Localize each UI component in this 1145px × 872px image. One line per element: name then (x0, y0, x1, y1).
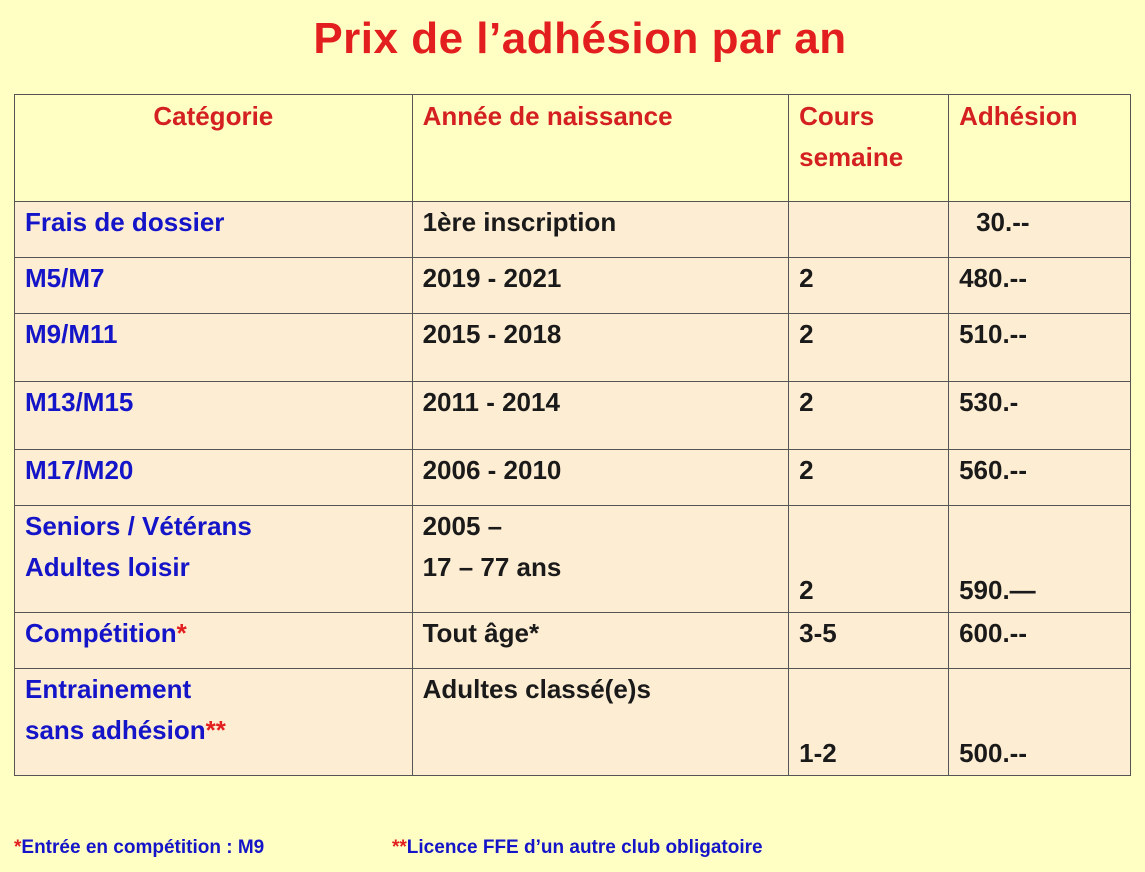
footnote-marker: ** (392, 837, 407, 858)
row-category-line1: Seniors / Vétérans (25, 511, 252, 541)
row-fee: 30.-- (949, 202, 1131, 258)
table-row (15, 506, 1131, 613)
row-category (15, 613, 413, 669)
row-category: Frais de dossier (15, 202, 413, 258)
footnote-marker: * (14, 837, 22, 858)
footnote-text: Entrée en compétition : M9 (21, 837, 265, 858)
row-courses: 2 (789, 450, 949, 506)
row-category (15, 669, 413, 776)
footnote-license (392, 837, 763, 859)
row-fee: 530.- (949, 382, 1131, 450)
row-category-line2: sans adhésion (25, 715, 206, 745)
header-courses-line1: Cours (799, 101, 875, 131)
row-courses: 2 (789, 314, 949, 382)
row-fee: 480.-- (949, 258, 1131, 314)
table-row (15, 258, 1131, 314)
row-courses (789, 202, 949, 258)
table-row (15, 202, 1131, 258)
row-category: M17/M20 (15, 450, 413, 506)
footnote-competition (14, 837, 264, 858)
table-row (15, 669, 1131, 776)
table-header-row (15, 95, 1131, 202)
row-fee: 560.-- (949, 450, 1131, 506)
row-category: M5/M7 (15, 258, 413, 314)
row-courses: 2 (789, 382, 949, 450)
row-birth-year: 2011 - 2014 (412, 382, 789, 450)
row-category: M13/M15 (15, 382, 413, 450)
footnotes (14, 837, 763, 859)
header-birth-year: Année de naissance (412, 95, 789, 202)
row-birth-year-line1: 2005 – (422, 511, 503, 541)
footnote-marker: * (176, 618, 187, 648)
header-courses-per-week (789, 95, 949, 202)
row-birth-year-line2: 17 – 77 ans (422, 552, 562, 582)
row-category: M9/M11 (15, 314, 413, 382)
row-category-line2: Adultes loisir (25, 552, 190, 582)
row-birth-year (412, 506, 789, 613)
membership-price-table (14, 94, 1131, 776)
row-birth-year: Adultes classé(e)s (412, 669, 789, 776)
table-row (15, 382, 1131, 450)
row-birth-year: 1ère inscription (412, 202, 789, 258)
page-title: Prix de l’adhésion par an (313, 14, 847, 63)
row-birth-year: 2015 - 2018 (412, 314, 789, 382)
row-fee: 500.-- (949, 669, 1131, 776)
row-fee: 590.— (949, 506, 1131, 613)
header-category: Catégorie (15, 95, 413, 202)
row-category-line1: Entrainement (25, 674, 192, 704)
table-row (15, 450, 1131, 506)
row-courses: 2 (789, 258, 949, 314)
row-fee: 600.-- (949, 613, 1131, 669)
row-birth-year: 2006 - 2010 (412, 450, 789, 506)
row-category-text: Compétition (25, 618, 177, 648)
table-row (15, 613, 1131, 669)
row-birth-year: Tout âge* (412, 613, 789, 669)
row-birth-year: 2019 - 2021 (412, 258, 789, 314)
row-courses: 1-2 (789, 669, 949, 776)
table-row (15, 314, 1131, 382)
row-category (15, 506, 413, 613)
header-courses-line2: semaine (799, 142, 904, 172)
footnote-marker: ** (205, 715, 226, 745)
header-fee: Adhésion (949, 95, 1131, 202)
row-courses: 3-5 (789, 613, 949, 669)
row-fee: 510.-- (949, 314, 1131, 382)
footnote-text: Licence FFE d’un autre club obligatoire (406, 837, 763, 858)
row-courses: 2 (789, 506, 949, 613)
